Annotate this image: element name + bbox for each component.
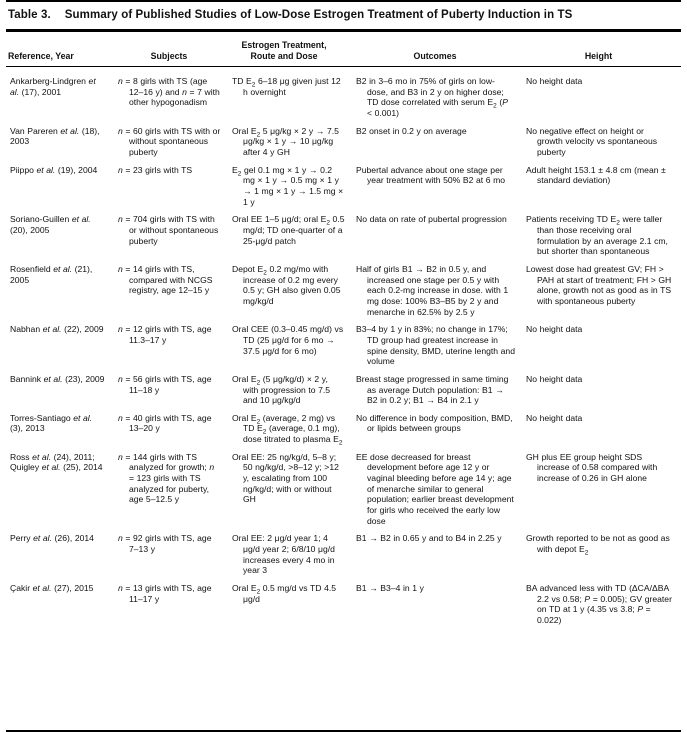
reference-cell: Nabhan et al. (22), 2009 xyxy=(10,324,104,335)
treatment-cell: TD $E_2$ 6–18 μg given just 12 h overnight xyxy=(232,76,341,97)
outcomes-cell: B1 → B3–4 in 1 y xyxy=(356,583,424,593)
height-cell: BA advanced less with TD (ΔCA/ΔBA 2.2 vs 0.58; P = 0.005); GV greater on TD at 1 y (4.35 vs 3.8; P = 0.022) xyxy=(526,583,672,625)
outcomes-cell: B1 → B2 in 0.65 y and to B4 in 2.25 y xyxy=(356,533,502,544)
outcomes-cell: Half of girls B1 → B2 in 0.5 y, and increased one stage per 0.5 y with each 0.2-mg increase in dose. with 1 mg dose: 100% B3–B5 by 2 y and menarche in 62.5% by 2.5 y xyxy=(356,263,509,317)
treatment-cell: Oral EE 1–5 μg/d; oral $E_2$ 0.5 mg/d; TD one-quarter of a 25-μg/d patch xyxy=(232,214,345,246)
outcomes-cell: EE dose decreased for breast development before age 12 y or vaginal bleeding before age 14 y; age of menarche similar to general population; earlier breast development for girls who received the early low dose xyxy=(356,451,514,526)
outcomes-cell: Pubertal advance about one stage per year treatment with 50% B2 at 6 mo xyxy=(356,164,506,186)
table-header-row xyxy=(6,32,681,67)
outcomes-cell: No data on rate of pubertal progression xyxy=(356,214,507,225)
column-header-estrogen-treatment: Estrogen Treatment, Route and Dose xyxy=(241,40,327,61)
height-cell: GH plus EE group height SDS increase of 0.58 compared with increase of 0.26 in GH alone xyxy=(526,451,658,484)
subjects-cell: n = 40 girls with TS, age 13–20 y xyxy=(118,412,212,434)
reference-cell: Ankarberg-Lindgren et al. (17), 2001 xyxy=(10,76,96,97)
table-row xyxy=(6,264,681,317)
table-row xyxy=(6,583,681,626)
treatment-cell: Oral CEE (0.3–0.45 mg/d) vs TD (25 μg/d for 6 mo → 37.5 μg/d for 6 mo) xyxy=(232,324,344,356)
table-caption: Summary of Published Studies of Low-Dose Estrogen Treatment of Puberty Induction in TS xyxy=(64,9,573,21)
height-cell: Adult height 153.1 ± 4.8 cm (mean ± standard deviation) xyxy=(526,164,666,186)
treatment-cell: Oral $E_2$ (5 μg/kg/d) × 2 y, with progression to 7.5 and 10 μg/kg/d xyxy=(232,373,331,406)
subjects-cell: n = 13 girls with TS, age 11–17 y xyxy=(118,583,212,604)
outcomes-cell: B2 onset in 0.2 y on average xyxy=(356,125,467,136)
treatment-cell: Depot $E_2$ 0.2 mg/mo with increase of 0.2 mg every 0.5 y; GH also given 0.05 mg/kg/d xyxy=(232,263,341,306)
treatment-cell: $E_2$ gel 0.1 mg × 1 y → 0.2 mg × 1 y → 0.5 mg × 1 y → 1 mg × 1 y → 1.5 mg × 1 y xyxy=(232,164,344,207)
table-row xyxy=(6,76,681,119)
table-body xyxy=(6,67,681,721)
height-cell: No negative effect on height or growth velocity vs spontaneous puberty xyxy=(526,125,658,158)
reference-cell: Bannink et al. (23), 2009 xyxy=(10,373,105,384)
column-header-reference-year: Reference, Year xyxy=(8,50,74,61)
height-cell: No height data xyxy=(526,373,583,384)
reference-cell: Perry et al. (26), 2014 xyxy=(10,533,94,544)
table-row xyxy=(6,413,681,445)
subjects-cell: n = 14 girls with TS, compared with NCGS registry, age 12–15 y xyxy=(118,263,213,296)
table-row xyxy=(6,165,681,208)
table-row xyxy=(6,126,681,158)
height-cell: No height data xyxy=(526,324,583,335)
reference-cell: Torres-Santiago et al. (3), 2013 xyxy=(10,412,93,434)
subjects-cell: n = 60 girls with TS with or without spontaneous puberty xyxy=(118,125,221,158)
height-cell: Patients receiving TD $E_2$ were taller than those receiving oral formulation by an average 2.1 cm, but shorter than spontaneous xyxy=(526,214,668,257)
subjects-cell: n = 92 girls with TS, age 7–13 y xyxy=(118,533,212,555)
subjects-cell: n = 56 girls with TS, age 11–18 y xyxy=(118,373,212,395)
treatment-cell: Oral $E_2$ 5 μg/kg × 2 y → 7.5 μg/kg × 1 y → 10 μg/kg after 4 y GH xyxy=(232,125,339,158)
table-row xyxy=(6,214,681,257)
outcomes-cell: B2 in 3–6 mo in 75% of girls on low-dose, and B3 in 2 y on higher dose; TD dose correlated with serum $E_2$ (P < 0.001) xyxy=(356,76,508,119)
outcomes-cell: Breast stage progressed in same timing as average Dutch population: B1 → B2 in 0.2 y; B1 → B4 in 2.1 y xyxy=(356,373,509,406)
reference-cell: Rosenfield et al. (21), 2005 xyxy=(10,263,93,285)
subjects-cell: n = 23 girls with TS xyxy=(118,164,193,175)
table-title xyxy=(6,0,681,32)
reference-cell: Van Pareren et al. (18), 2003 xyxy=(10,125,100,147)
subjects-cell: n = 704 girls with TS with or without spontaneous puberty xyxy=(118,214,219,246)
subjects-cell: n = 12 girls with TS, age 11.3–17 y xyxy=(118,324,212,345)
table-row xyxy=(6,533,681,576)
treatment-cell: Oral EE: 25 ng/kg/d, 5–8 y; 50 ng/kg/d, >8–12 y; >12 y, escalating from 100 ng/kg/d; with or without GH xyxy=(232,451,339,505)
reference-cell: Piippo et al. (19), 2004 xyxy=(10,164,98,175)
treatment-cell: Oral $E_2$ (average, 2 mg) vs TD $E_2$ (average, 0.1 mg), dose titrated to plasma $E_2$ xyxy=(232,412,343,447)
table-number: Table 3. xyxy=(8,9,51,21)
reference-cell: Ross et al. (24), 2011; Quigley et al. (25), 2014 xyxy=(10,451,103,473)
column-header-outcomes: Outcomes xyxy=(413,50,457,61)
outcomes-cell: B3–4 by 1 y in 83%; no change in 17%; TD group had greatest increase in spine density, BMD, uterine length and volume xyxy=(356,324,515,367)
reference-cell: Çakir et al. (27), 2015 xyxy=(10,583,94,593)
height-cell: No height data xyxy=(526,412,583,423)
table-row xyxy=(6,324,681,367)
height-cell: Lowest dose had greatest GV; FH > PAH at start of treatment; FH > GH alone, growth not as good as in TS with spontaneous puberty xyxy=(526,263,672,306)
subjects-cell: n = 144 girls with TS analyzed for growth; n = 123 girls with TS analyzed for puberty, age 5–12.5 y xyxy=(118,451,215,505)
column-header-subjects: Subjects xyxy=(150,50,188,61)
subjects-cell: n = 8 girls with TS (age 12–16 y) and n = 7 with other hypogonadism xyxy=(118,76,220,108)
table-row xyxy=(6,374,681,406)
treatment-cell: Oral $E_2$ 0.5 mg/d vs TD 4.5 μg/d xyxy=(232,583,337,604)
height-cell: No height data xyxy=(526,76,583,87)
height-cell: Growth reported to be not as good as with depot $E_2$ xyxy=(526,533,670,557)
reference-cell: Soriano-Guillen et al. (20), 2005 xyxy=(10,214,91,235)
outcomes-cell: No difference in body composition, BMD, or lipids between groups xyxy=(356,412,513,434)
treatment-cell: Oral EE: 2 μg/d year 1; 4 μg/d year 2; 6/8/10 μg/d increases every 4 mo in year 3 xyxy=(232,533,335,576)
column-header-height: Height xyxy=(584,50,613,61)
table-row xyxy=(6,452,681,527)
